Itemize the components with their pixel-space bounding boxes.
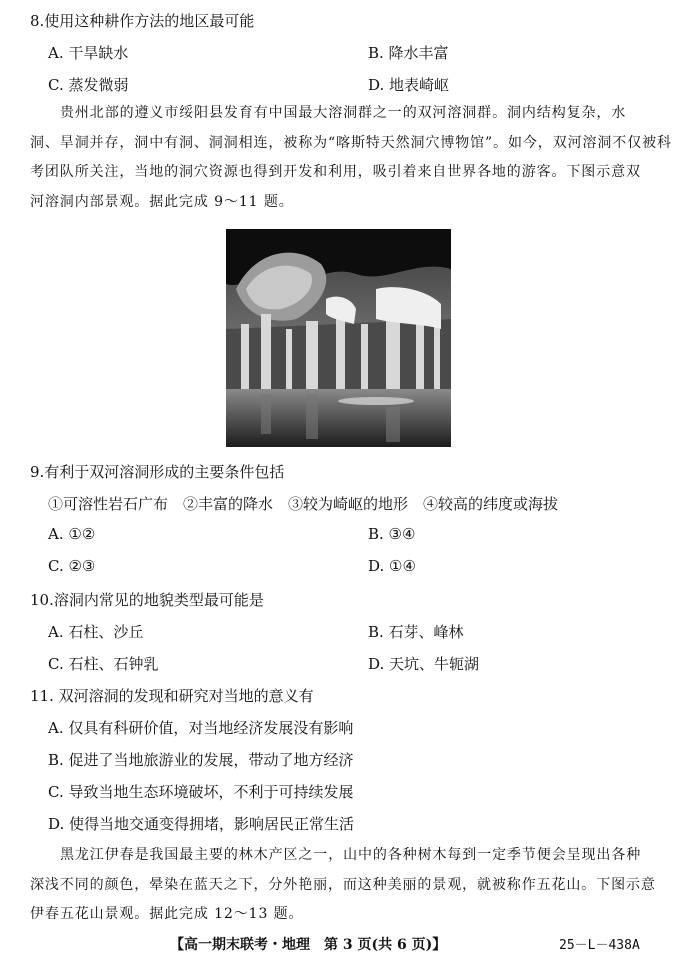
question-10-option-b: B. 石芽、峰林 (368, 623, 464, 641)
question-10-option-a: A. 石柱、沙丘 (48, 623, 144, 641)
question-10-stem: 10.溶洞内常见的地貌类型最可能是 (30, 591, 264, 609)
passage-line: 洞、旱洞并存，洞中有洞、洞洞相连，被称为“喀斯特天然洞穴博物馆”。如今，双河溶洞不仅被科 (30, 134, 672, 151)
question-8-option-b: B. 降水丰富 (368, 44, 449, 62)
question-11-option-d: D. 使得当地交通变得拥堵，影响居民正常生活 (48, 815, 355, 833)
cave-photo-drawing (226, 229, 451, 447)
cave-interior-photo (226, 229, 451, 447)
question-11-stem: 11. 双河溶洞的发现和研究对当地的意义有 (30, 687, 314, 705)
question-9-option-a: A. ①② (48, 525, 96, 543)
question-9-conditions: ①可溶性岩石广布 ②丰富的降水 ③较为崎岖的地形 ④较高的纬度或海拔 (48, 495, 559, 513)
question-9-option-d: D. ①④ (368, 557, 416, 575)
passage-line: 考团队所关注，当地的洞穴资源也得到开发和利用，吸引着来自世界各地的游客。下图示意双 (30, 164, 641, 180)
passage-line: 贵州北部的遵义市绥阳县发育有中国最大溶洞群之一的双河溶洞群。洞内结构复杂，水 (60, 105, 627, 121)
question-10-option-c: C. 石柱、石钟乳 (48, 655, 159, 673)
question-9-stem: 9.有利于双河溶洞形成的主要条件包括 (30, 463, 285, 481)
passage-shuanghe-cave (30, 99, 672, 217)
question-8-option-a: A. 干旱缺水 (48, 44, 129, 62)
question-11-option-b: B. 促进了当地旅游业的发展，带动了地方经济 (48, 751, 354, 769)
question-9-option-b: B. ③④ (368, 525, 416, 543)
question-8-option-d: D. 地表崎岖 (368, 76, 450, 94)
question-11-option-c: C. 导致当地生态环境破坏，不利于可持续发展 (48, 783, 354, 801)
passage-line: 黑龙江伊春是我国最主要的林木产区之一，山中的各种树木每到一定季节便会呈现出各种 (60, 847, 642, 863)
question-9-option-c: C. ②③ (48, 557, 96, 575)
passage-line: 伊春五花山景观。据此完成 12～13 题。 (30, 906, 304, 922)
passage-yichun-wuhuashan (30, 841, 656, 930)
question-10-option-d: D. 天坑、牛轭湖 (368, 655, 480, 673)
question-8-option-c: C. 蒸发微弱 (48, 76, 129, 94)
footer-exam-code: 25－L－438A (559, 938, 640, 953)
footer-page-title: 【高一期末联考・地理 第 3 页(共 6 页)】 (170, 937, 447, 953)
passage-line: 河溶洞内部景观。据此完成 9～11 题。 (30, 193, 294, 210)
passage-line: 深浅不同的颜色，晕染在蓝天之下，分外艳丽，而这种美丽的景观，就被称作五花山。下图示意 (30, 876, 656, 893)
question-11-option-a: A. 仅具有科研价值，对当地经济发展没有影响 (48, 719, 354, 737)
question-8-stem: 8.使用这种耕作方法的地区最可能 (30, 12, 255, 30)
